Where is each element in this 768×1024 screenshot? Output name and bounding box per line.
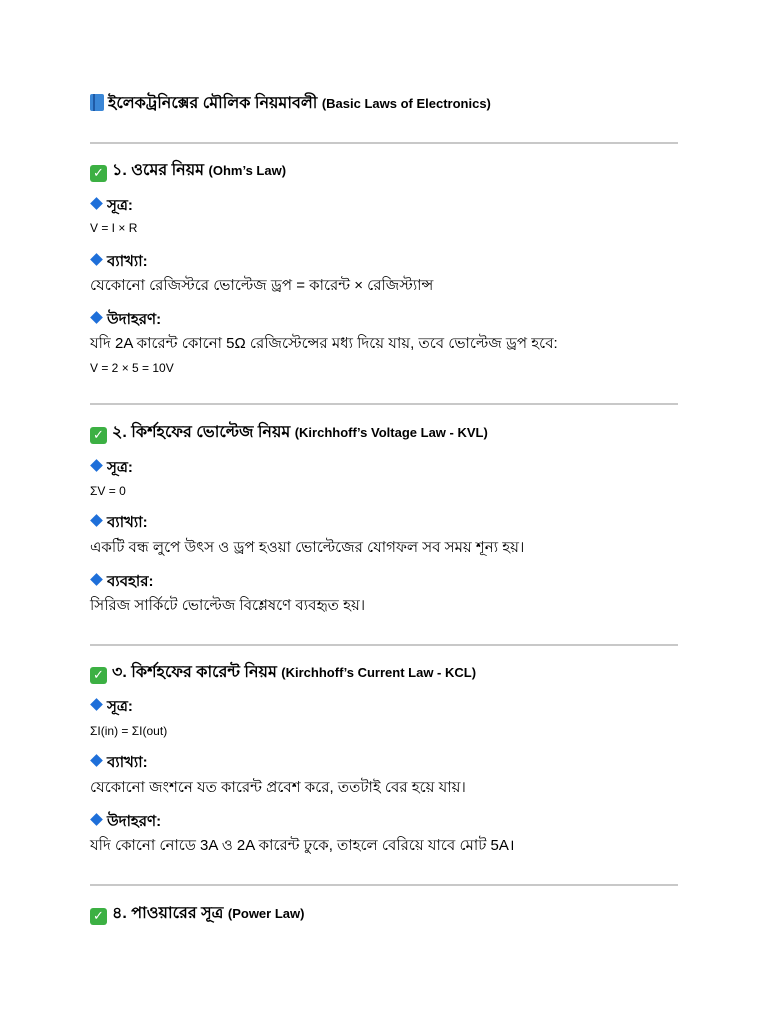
explanation-heading bbox=[90, 753, 148, 773]
section-title-kcl bbox=[90, 662, 476, 684]
explanation-heading bbox=[90, 252, 148, 272]
diamond-icon bbox=[90, 813, 103, 826]
document-title-bn: ইলেকট্রনিক্সের মৌলিক নিয়মাবলী bbox=[108, 95, 318, 112]
example-label: উদাহরণ: bbox=[107, 813, 162, 830]
diamond-icon bbox=[90, 459, 103, 472]
check-mark-icon: ✓ bbox=[90, 908, 107, 925]
document-title-en: (Basic Laws of Electronics) bbox=[321, 96, 491, 111]
explanation-label: ব্যাখ্যা: bbox=[107, 754, 148, 771]
example-result: V = 2 × 5 = 10V bbox=[90, 361, 174, 375]
formula-label: সূত্র: bbox=[107, 459, 133, 476]
diamond-icon bbox=[90, 514, 103, 527]
diamond-icon bbox=[90, 311, 103, 324]
formula-label: সূত্র: bbox=[107, 698, 133, 715]
section-title-en: (Kirchhoff’s Current Law - KCL) bbox=[281, 665, 477, 680]
section-title-bn: ১. ওমের নিয়ম bbox=[112, 162, 205, 179]
example-heading bbox=[90, 310, 161, 330]
explanation-text: যেকোনো জংশনে যত কারেন্ট প্রবেশ করে, ততটাই বের হয়ে যায়। bbox=[90, 779, 466, 796]
explanation-text: একটি বন্ধ লুপে উৎস ও ড্রপ হওয়া ভোল্টেজের যোগফল সব সময় শূন্য হয়। bbox=[90, 539, 525, 556]
example-text: যদি 2A কারেন্ট কোনো 5Ω রেজিস্টেন্সের মধ্য দিয়ে যায়, তবে ভোল্টেজ ড্রপ হবে: bbox=[90, 335, 558, 352]
formula-text: ΣI(in) = ΣI(out) bbox=[90, 724, 168, 738]
usage-text: সিরিজ সার্কিটে ভোল্টেজ বিশ্লেষণে ব্যবহৃত হয়। bbox=[90, 597, 366, 614]
example-text: যদি কোনো নোডে 3A ও 2A কারেন্ট ঢুকে, তাহলে বেরিয়ে যাবে মোট 5A। bbox=[90, 837, 515, 854]
example-label: উদাহরণ: bbox=[107, 311, 162, 328]
diamond-icon bbox=[90, 754, 103, 767]
diamond-icon bbox=[90, 698, 103, 711]
divider bbox=[90, 884, 678, 886]
section-title-kvl bbox=[90, 422, 488, 444]
section-title-ohms-law bbox=[90, 160, 286, 182]
check-mark-icon: ✓ bbox=[90, 427, 107, 444]
formula-heading bbox=[90, 196, 133, 216]
formula-heading bbox=[90, 458, 133, 478]
divider bbox=[90, 644, 678, 646]
diamond-icon bbox=[90, 197, 103, 210]
example-heading bbox=[90, 812, 161, 832]
formula-heading bbox=[90, 697, 133, 717]
explanation-label: ব্যাখ্যা: bbox=[107, 514, 148, 531]
book-icon bbox=[90, 94, 104, 111]
formula-text: ΣV = 0 bbox=[90, 484, 126, 498]
usage-label: ব্যবহার: bbox=[107, 573, 154, 590]
formula-text: V = I × R bbox=[90, 221, 138, 235]
divider bbox=[90, 142, 678, 144]
section-title-bn: ৩. কির্শহফের কারেন্ট নিয়ম bbox=[112, 664, 277, 681]
section-title-en: (Kirchhoff’s Voltage Law - KVL) bbox=[294, 425, 488, 440]
document-title bbox=[90, 92, 491, 116]
explanation-label: ব্যাখ্যা: bbox=[107, 253, 148, 270]
check-mark-icon: ✓ bbox=[90, 667, 107, 684]
section-title-power-law bbox=[90, 903, 304, 925]
section-title-en: (Power Law) bbox=[227, 906, 305, 921]
diamond-icon bbox=[90, 253, 103, 266]
section-title-bn: ৪. পাওয়ারের সূত্র bbox=[112, 905, 224, 922]
formula-label: সূত্র: bbox=[107, 197, 133, 214]
explanation-text: যেকোনো রেজিস্টরে ভোল্টেজ ড্রপ = কারেন্ট × রেজিস্ট্যান্স bbox=[90, 277, 434, 294]
check-mark-icon: ✓ bbox=[90, 165, 107, 182]
explanation-heading bbox=[90, 513, 148, 533]
divider bbox=[90, 403, 678, 405]
section-title-bn: ২. কির্শহফের ভোল্টেজ নিয়ম bbox=[112, 424, 291, 441]
usage-heading bbox=[90, 572, 154, 592]
section-title-en: (Ohm’s Law) bbox=[208, 163, 287, 178]
diamond-icon bbox=[90, 573, 103, 586]
